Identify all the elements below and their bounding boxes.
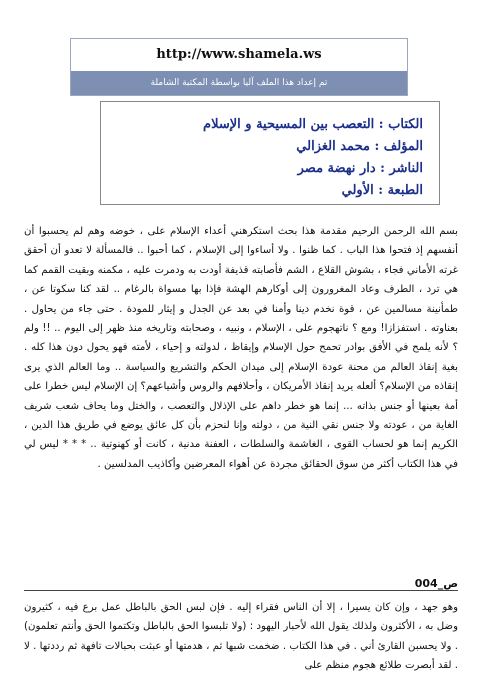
source-url: http://www.shamela.ws	[71, 39, 407, 71]
book-title: الكتاب : التعصب بين المسيحية و الإسلام	[203, 117, 423, 132]
banner-subtitle: تم إعداد هذا الملف آليا بواسطة المكتبة الشاملة	[71, 71, 407, 95]
page-marker: ص_004	[414, 577, 458, 590]
book-publisher: الناشر : دار نهضة مصر	[297, 161, 423, 176]
source-banner	[70, 38, 408, 96]
book-info-box	[100, 101, 440, 205]
main-text: بسم الله الرحمن الرحيم مقدمة هذا بحث استكرهني أعداء الإسلام على ، خوضه وهم لم يحسبوا أن أنفسهم إذ فتحوا هذا الباب . كما ظنوا . ولا أساءوا إلى الإسلام ، كما أحبوا .. فالمسألة لا تعدو أن أحقق غرته الأماني فجاء ، بشوش القلاع ، الشم فأصابته قذيفة أودت به ودمرت عليه ، مكمنه وبقيت القمم كما هي ترد ، الطرف وعاد المغرورون إلى أوكارهم الهشة فإذا بها مسواة بالرغام .. لقد كنا سكوتا عن ، طمأنينة مسالمين عن ، قوة نخدم دينا وأمنا في بعد عن الجدل و إيثار للمودة . حتى جاء من يحاول . بعناوته . استفزازا! ومع ؟ ناتهجوم على ، الإسلام ، ونبيه ، وصحابته وتاريخه منذ ظهر إلى اليوم .. !! ولم ؟ لأنه يلمح في الأفق بوادر تحمح حول الإسلام وإيقاظ ، لدولته و إحياء ، لأمته فهو يحول دون هذا كله . بغية إنقاذ العالم من محنة عودة الإسلام إلى ميدان الحكم والتشريع والسياسة .. وما العالم الذي يرى إنقاذه من الإسلام؟ ألعله يريد إنقاذ الأمريكان ، وأحلافهم والروس وأشياعهم؟ إن الإسلام ليس خطرا على أمة بعينها أو جنس بذاته ... إنما هو خطر داهم على الإذلال والتعصب ، والختل وما يحاف شعب شريف الغاية من ، عودته ولا جنس نقي النية من ، دولته وإنا لنحزم بأن كل عائق يوضع في طريق هذا الدين ، الكريم إنما هو لحساب القوى ، الغاشمة والسلطات ، العفنة مدنية ، كانت أو كهنوتية .. * * * ليس لي في هذا الكتاب أكثر من سوق الحقائق مجردة عن أهواء المعرضين وأكاذيب المدلسين .	[24, 226, 458, 470]
book-author: المؤلف : محمد الغزالي	[296, 139, 423, 154]
page-divider	[24, 590, 458, 591]
continued-text: وهو جهد ، وإن كان يسيرا ، إلا أن الناس فقراء إليه . فإن لبس الحق بالباطل عمل برع فيه ، كثيرون وضل به ، الأكثرون ولذلك يقول الله لأحبار اليهود : (ولا تلبسوا الحق بالباطل وتكتموا الحق وأنتم تعلمون) . ولا يحسبن القارئ أني . في هذا الكتاب . ضخمت شبها ثم ، هدمتها أو عبثت بحبالات تافهة ثم رددتها . لا . لقد أبصرت طلائع هجوم منظم على	[24, 602, 458, 672]
book-edition: الطبعة : الأولي	[341, 183, 423, 198]
